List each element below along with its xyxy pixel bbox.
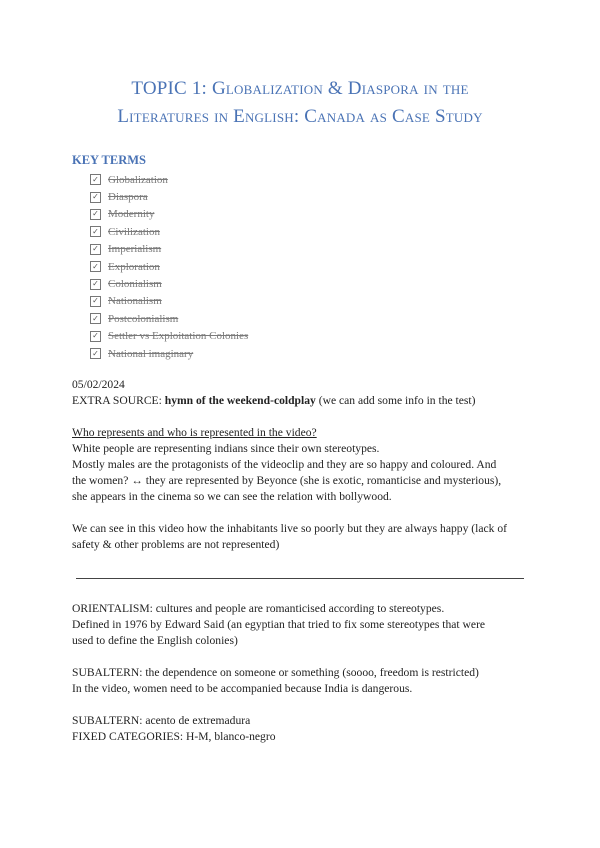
checkbox-checked-icon[interactable]: ✓: [90, 331, 101, 342]
extra-source: [72, 393, 542, 409]
key-terms-heading: KEY TERMS: [72, 153, 146, 167]
checklist-item-label: Modernity: [108, 208, 155, 221]
checkbox-checked-icon[interactable]: ✓: [90, 261, 101, 272]
checklist-item[interactable]: [90, 275, 248, 292]
title-line-1: TOPIC 1: Globalization & Diaspora in the: [131, 78, 469, 99]
note-paragraph: safety & other problems are not represented): [72, 538, 280, 551]
checklist-item-label: Civilization: [108, 225, 160, 238]
extra-source-prefix: EXTRA SOURCE:: [72, 394, 165, 407]
definition-text: In the video, women need to be accompanied because India is dangerous.: [72, 682, 413, 695]
note-paragraph: We can see in this video how the inhabitants live so poorly but they are always happy (lack of: [72, 522, 508, 535]
checklist-item-label: Colonialism: [108, 278, 162, 291]
checklist-item-label: Settler vs Exploitation Colonies: [108, 330, 249, 343]
note-paragraph: Mostly males are the protagonists of the videoclip and they are so happy and coloured. And: [72, 458, 497, 471]
note-paragraph: she appears in the cinema so we can see the relation with bollywood.: [72, 490, 392, 503]
horizontal-divider: [76, 578, 524, 579]
checklist-item[interactable]: [90, 293, 248, 310]
definition-text: used to define the English colonies): [72, 634, 238, 647]
checklist-item[interactable]: [90, 241, 248, 258]
definition-subaltern: SUBALTERN: acento de extremadura: [72, 714, 251, 727]
checklist-item[interactable]: [90, 310, 248, 327]
key-terms-checklist: [90, 171, 248, 362]
checkbox-checked-icon[interactable]: ✓: [90, 209, 101, 220]
checkbox-checked-icon[interactable]: ✓: [90, 296, 101, 307]
extra-source-suffix: (we can add some info in the test): [315, 394, 476, 407]
checklist-item[interactable]: [90, 258, 248, 275]
checklist-item[interactable]: [90, 223, 248, 240]
checkbox-checked-icon[interactable]: ✓: [90, 226, 101, 237]
checklist-item-label: National imaginary: [108, 347, 194, 360]
definition-orientalism: ORIENTALISM: cultures and people are romanticised according to stereotypes.: [72, 602, 445, 615]
checklist-item[interactable]: [90, 188, 248, 205]
definition-text: Defined in 1976 by Edward Said (an egyptian that tried to fix some stereotypes that were: [72, 618, 486, 631]
checklist-item-label: Postcolonialism: [108, 312, 179, 325]
checklist-item-label: Imperialism: [108, 243, 162, 256]
checkbox-checked-icon[interactable]: ✓: [90, 174, 101, 185]
checkbox-checked-icon[interactable]: ✓: [90, 279, 101, 290]
note-paragraph: White people are representing indians since their own stereotypes.: [72, 442, 380, 455]
checkbox-checked-icon[interactable]: ✓: [90, 348, 101, 359]
extra-source-title: hymn of the weekend-coldplay: [164, 394, 316, 407]
checklist-item-label: Exploration: [108, 260, 160, 273]
definition-subaltern: SUBALTERN: the dependence on someone or something (soooo, freedom is restricted): [72, 666, 479, 679]
checklist-item-label: Globalization: [108, 173, 168, 186]
checkbox-checked-icon[interactable]: ✓: [90, 192, 101, 203]
checkbox-checked-icon[interactable]: ✓: [90, 244, 101, 255]
definitions-section: [72, 601, 542, 745]
definition-fixed-categories: FIXED CATEGORIES: H-M, blanco-negro: [72, 730, 276, 743]
checklist-item[interactable]: [90, 328, 248, 345]
checklist-item-label: Diaspora: [108, 191, 148, 204]
title-line-2: Literatures in English: Canada as Case Study: [117, 106, 483, 127]
checklist-item-label: Nationalism: [108, 295, 162, 308]
video-question: Who represents and who is represented in the video?: [72, 426, 317, 439]
checklist-item[interactable]: [90, 345, 248, 362]
note-date: 05/02/2024: [72, 378, 125, 391]
checkbox-checked-icon[interactable]: ✓: [90, 313, 101, 324]
checklist-item[interactable]: [90, 206, 248, 223]
checklist-item[interactable]: [90, 171, 248, 188]
notes-section: [72, 377, 542, 553]
page-title: [40, 75, 560, 131]
note-paragraph: the women? ↔ they are represented by Beyonce (she is exotic, romanticise and mysterious),: [72, 474, 502, 487]
